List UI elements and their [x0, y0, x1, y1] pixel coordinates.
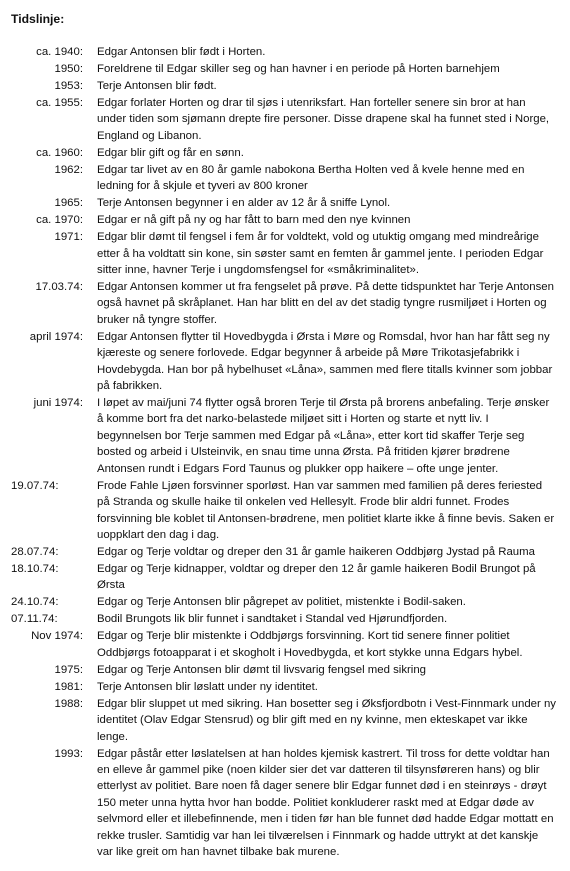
entry-text: Edgar tar livet av en 80 år gamle nabokona Bertha Holten ved å kvele henne med en ledning for å skjule et tyveri av 800 kroner	[97, 163, 525, 193]
entry-date: 07.11.74:	[11, 613, 58, 626]
timeline-entry	[11, 95, 558, 144]
entry-text: Frode Fahle Ljøen forsvinner sporløst. Han var sammen med familien på deres feriested på Stranda og skulle haike til onkelen ved Hellesylt. Frode blir aldri funnet. Frodes forsvinning ble koblet til Antonsen-brødrene, men politiet klarte ikke å finne bevis. Saken er uoppklart den dag i dag.	[97, 479, 555, 541]
timeline-entry	[11, 195, 558, 211]
entry-text: Bodil Brungots lik blir funnet i sandtaket i Standal ved Hjørundfjorden.	[97, 613, 448, 626]
entry-date: 24.10.74:	[11, 596, 59, 609]
timeline-entry	[11, 78, 558, 94]
entry-text: Edgar er nå gift på ny og har fått to barn med den nye kvinnen	[97, 214, 411, 227]
entry-date: 18.10.74:	[11, 562, 59, 575]
entry-date: 17.03.74:	[35, 281, 83, 294]
timeline-entry	[11, 679, 558, 695]
entry-text: Edgar og Terje Antonsen blir pågrepet av politiet, mistenkte i Bodil-saken.	[97, 596, 466, 609]
timeline-entry	[11, 544, 558, 560]
entry-date: 1962:	[54, 163, 83, 176]
timeline-entry	[11, 611, 558, 627]
timeline-entry	[11, 162, 558, 195]
entry-text: Edgar Antonsen blir født i Horten.	[97, 46, 266, 58]
entry-text: Edgar blir sluppet ut med sikring. Han bosetter seg i Øksfjordbotn i Vest-Finnmark under ny identitet (Olav Edgar Stensrud) og blir gift med en ny kvinne, men ekteskapet var ikke lenge.	[97, 697, 557, 743]
entry-date: 28.07.74:	[11, 545, 59, 558]
entry-date: april 1974:	[29, 330, 83, 343]
timeline-entry	[11, 662, 558, 678]
entry-text: Edgar Antonsen flytter til Hovedbygda i Ørsta i Møre og Romsdal, hvor han har fått seg ny kjæreste og senere forlovede. Edgar begynner å arbeide på Møre Trikotasjefabrikk i Hovdebygda. Han bor på hybelhuset «Låna», sammen med flere titalls kvinner som jobbar på fabrikken.	[97, 330, 553, 393]
entry-date: ca. 1940:	[36, 46, 83, 58]
entry-date: 1950:	[54, 63, 83, 75]
timeline-entry	[11, 478, 558, 544]
entry-date: 1953:	[54, 80, 83, 92]
entry-text: Edgar og Terje kidnapper, voldtar og dreper den 12 år gamle haikeren Bodil Brungot på Ørsta	[97, 562, 536, 592]
entry-date: 1993:	[54, 747, 83, 760]
entry-text: I løpet av mai/juni 74 flytter også broren Terje til Ørsta på brorens anbefaling. Terje ønsker å komme bort fra det narko-belastede miljøet sitt i Horten og starte et nytt liv. I begynnelsen bor Terje sammen med Edgar på «Låna», etter kort tid skaffer Terje seg bosted og arbeid i Ulsteinvik, en snau time unna Ørsta. På fritiden kjører brødrene Antonsen rundt i Edgars Ford Taunus og plukker opp haikere – ofte unge jenter.	[97, 397, 550, 475]
entry-text: Edgar påstår etter løslatelsen at han holdes kjemisk kastrert. Til tross for dette voldtar han en elleve år gammel pike (noen kilder sier det var datteren til tilsynsføreren hans) og blir etterlyst av politiet. Bare noen få dager senere blir Edgar funnet død i en steinrøys - drøyt 150 meter unna hytta hvor han bodde. Politiet konkluderer raskt med at Edgar døde av selvmord eller et illebefinnende, men i tiden før han ble funnet død hadde Edgar mottatt en rekke trusler. Samtidig var han lei tilværelsen i Finnmark og hadde uttrykt at det kanskje var like greit om han havnet tilbake bak murene.	[97, 747, 554, 858]
entry-date: 1988:	[54, 697, 83, 710]
timeline-entry	[11, 44, 558, 60]
entry-date: Nov 1974:	[31, 630, 83, 643]
entry-date: juni 1974:	[33, 397, 83, 410]
entry-date: 1971:	[54, 231, 83, 244]
entry-date: ca. 1970:	[36, 214, 83, 227]
timeline-entry	[11, 628, 558, 661]
timeline-entry	[11, 145, 558, 161]
entry-text: Edgar blir gift og får en sønn.	[97, 146, 244, 159]
timeline-entry	[11, 61, 558, 77]
entry-text: Terje Antonsen blir født.	[97, 80, 217, 92]
entry-text: Edgar blir dømt til fengsel i fem år for voldtekt, vold og utuktig omgang med mindreårige etter å ha voldtatt sin kone, sin søster samt en femten år gammel jente. I perioden Edgar sitter inne, havner Terje i ungdomsfengsel for «småkriminalitet».	[97, 231, 544, 277]
entry-text: Terje Antonsen begynner i en alder av 12 år å sniffe Lynol.	[97, 197, 391, 210]
timeline-entry	[11, 212, 558, 228]
entry-text: Terje Antonsen blir løslatt under ny identitet.	[97, 680, 318, 693]
timeline-list	[11, 44, 558, 860]
entry-date: 1975:	[54, 663, 83, 676]
entry-text: Edgar forlater Horten og drar til sjøs i utenriksfart. Han forteller senere sin bror at han under tiden som sjømann drepte fire personer. Disse drapene skal ha funnet sted i Norge, England og Libanon.	[97, 97, 550, 142]
entry-text: Foreldrene til Edgar skiller seg og han havner i en periode på Horten barnehjem	[97, 63, 500, 75]
timeline-heading: Tidslinje:	[11, 12, 65, 26]
timeline-entry	[11, 279, 558, 328]
entry-text: Edgar og Terje voldtar og dreper den 31 år gamle haikeren Oddbjørg Jystad på Rauma	[97, 545, 535, 558]
timeline-entry	[11, 329, 558, 395]
timeline-entry	[11, 746, 558, 861]
timeline-entry	[11, 561, 558, 594]
entry-date: ca. 1955:	[36, 97, 83, 109]
entry-text: Edgar Antonsen kommer ut fra fengselet på prøve. På dette tidspunktet har Terje Antonsen også havnet på skråplanet. Han har blitt en del av det stadig tyngre rusmiljøet i Horten og bruker nå tyngre stoffer.	[97, 281, 554, 326]
timeline-entry	[11, 229, 558, 278]
timeline-entry	[11, 594, 558, 610]
entry-text: Edgar og Terje Antonsen blir dømt til livsvarig fengsel med sikring	[97, 663, 427, 676]
entry-date: 1981:	[54, 680, 83, 693]
entry-date: 1965:	[54, 197, 83, 210]
entry-text: Edgar og Terje blir mistenkte i Oddbjørgs forsvinning. Kort tid senere finner politiet Oddbjørgs fotoapparat i et skogholt i Hovedbygda, et kort stykke unna Edgars hybel.	[97, 630, 523, 659]
timeline-entry	[11, 395, 558, 477]
entry-date: ca. 1960:	[36, 146, 83, 159]
entry-date: 19.07.74:	[11, 479, 59, 492]
timeline-entry	[11, 696, 558, 745]
